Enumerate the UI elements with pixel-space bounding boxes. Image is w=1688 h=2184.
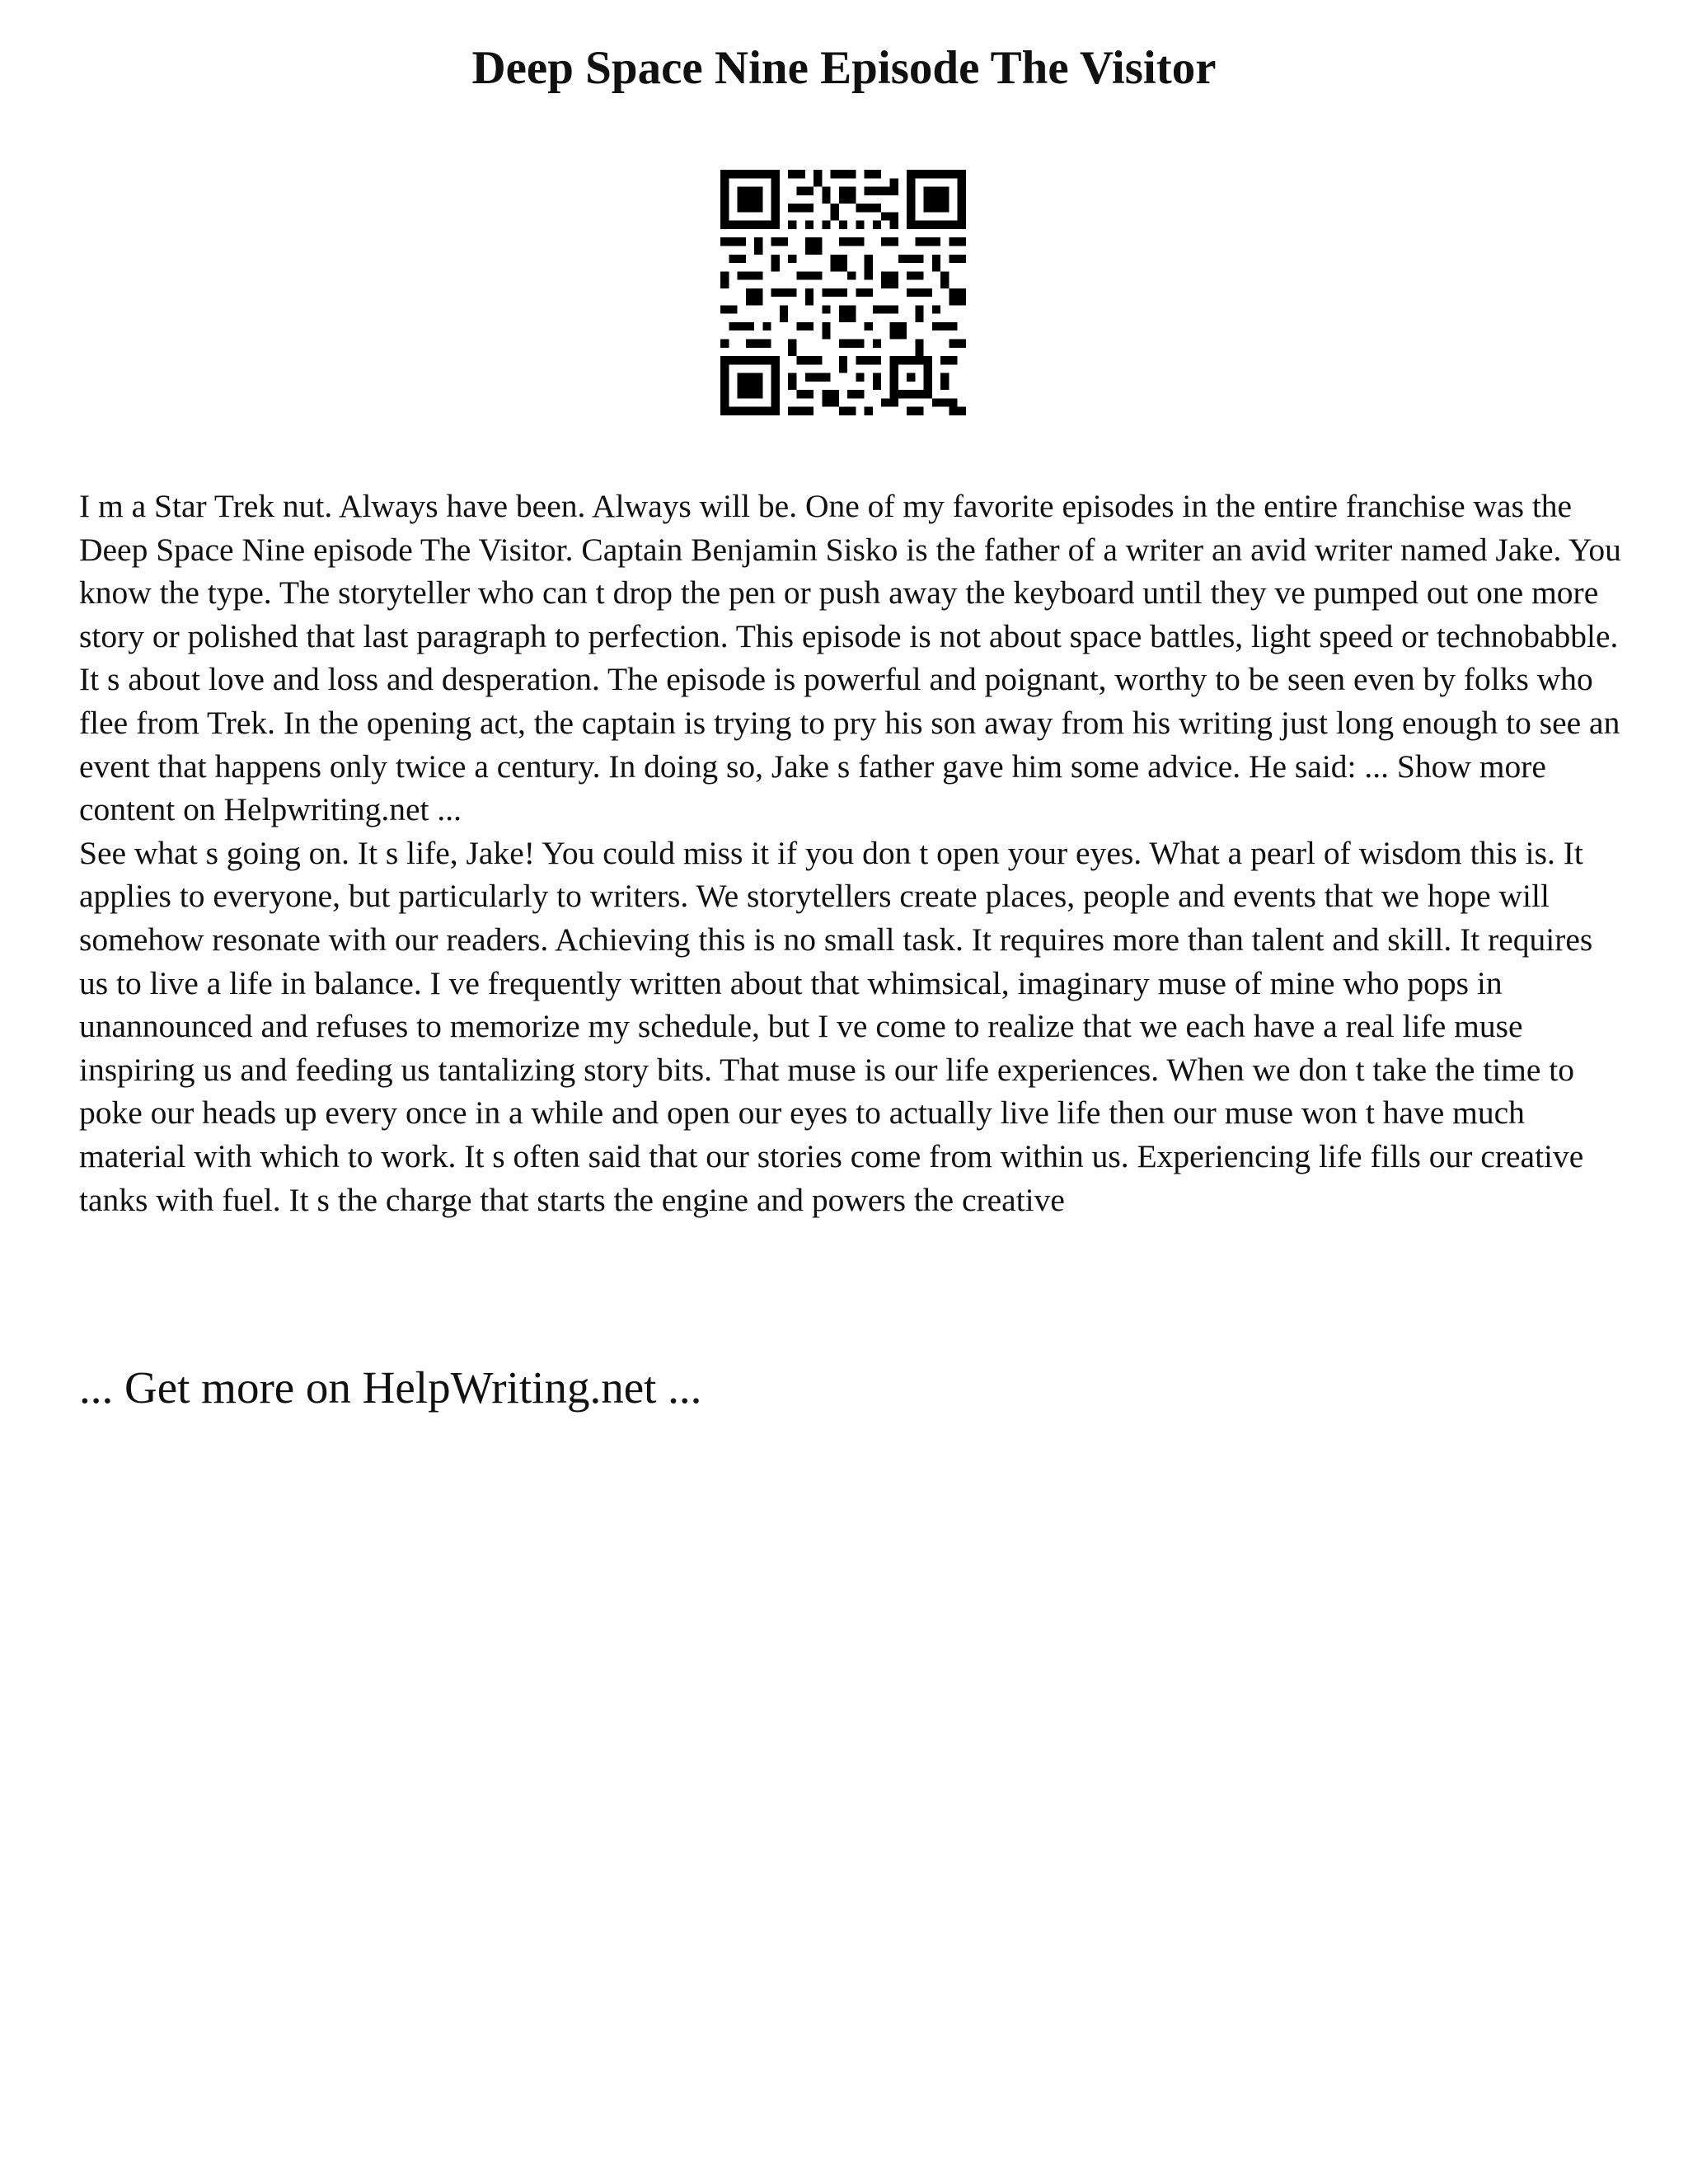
article-paragraph-2: See what s going on. It s life, Jake! You could miss it if you don t open your eyes. What a pearl of wisdom this is. It applies to everyone, but particularly to writers. We storytellers create places, people and events that we hope will somehow resonate with our readers. Achieving this is no small task. It requires more than talent and skill. It requires us to live a life in balance. I ve frequently written about that whimsical, imaginary muse of mine who pops in unannounced and refuses to memorize my schedule, but I ve come to realize that we each have a real life muse inspiring us and feeding us tantalizing story bits. That muse is our life experiences. When we don t take the time to poke our heads up every once in a while and open our eyes to actually live life then our muse won t have much material with which to work. It s often said that our stories come from within us. Experiencing life fills our creative tanks with fuel. It s the charge that starts the engine and powers the creative [79, 834, 1593, 1218]
qr-code-icon [720, 170, 966, 415]
article-body [79, 485, 1629, 1221]
get-more-link[interactable]: ... Get more on HelpWriting.net ... [79, 1362, 702, 1413]
article-paragraph-1: I m a Star Trek nut. Always have been. Always will be. One of my favorite episodes in the entire franchise was the Deep Space Nine episode The Visitor. Captain Benjamin Sisko is the father of a writer an avid writer named Jake. You know the type. The storyteller who can t drop the pen or push away the keyboard until they ve pumped out one more story or polished that last paragraph to perfection. This episode is not about space battles, light speed or technobabble. It s about love and loss and desperation. The episode is powerful and poignant, worthy to be seen even by folks who flee from Trek. In the opening act, the captain is trying to pry his son away from his writing just long enough to see an event that happens only twice a century. In doing so, Jake s father gave him some advice. He said: ... Show more content on Helpwriting.net ... [79, 488, 1621, 828]
page-title: Deep Space Nine Episode The Visitor [471, 42, 1217, 94]
